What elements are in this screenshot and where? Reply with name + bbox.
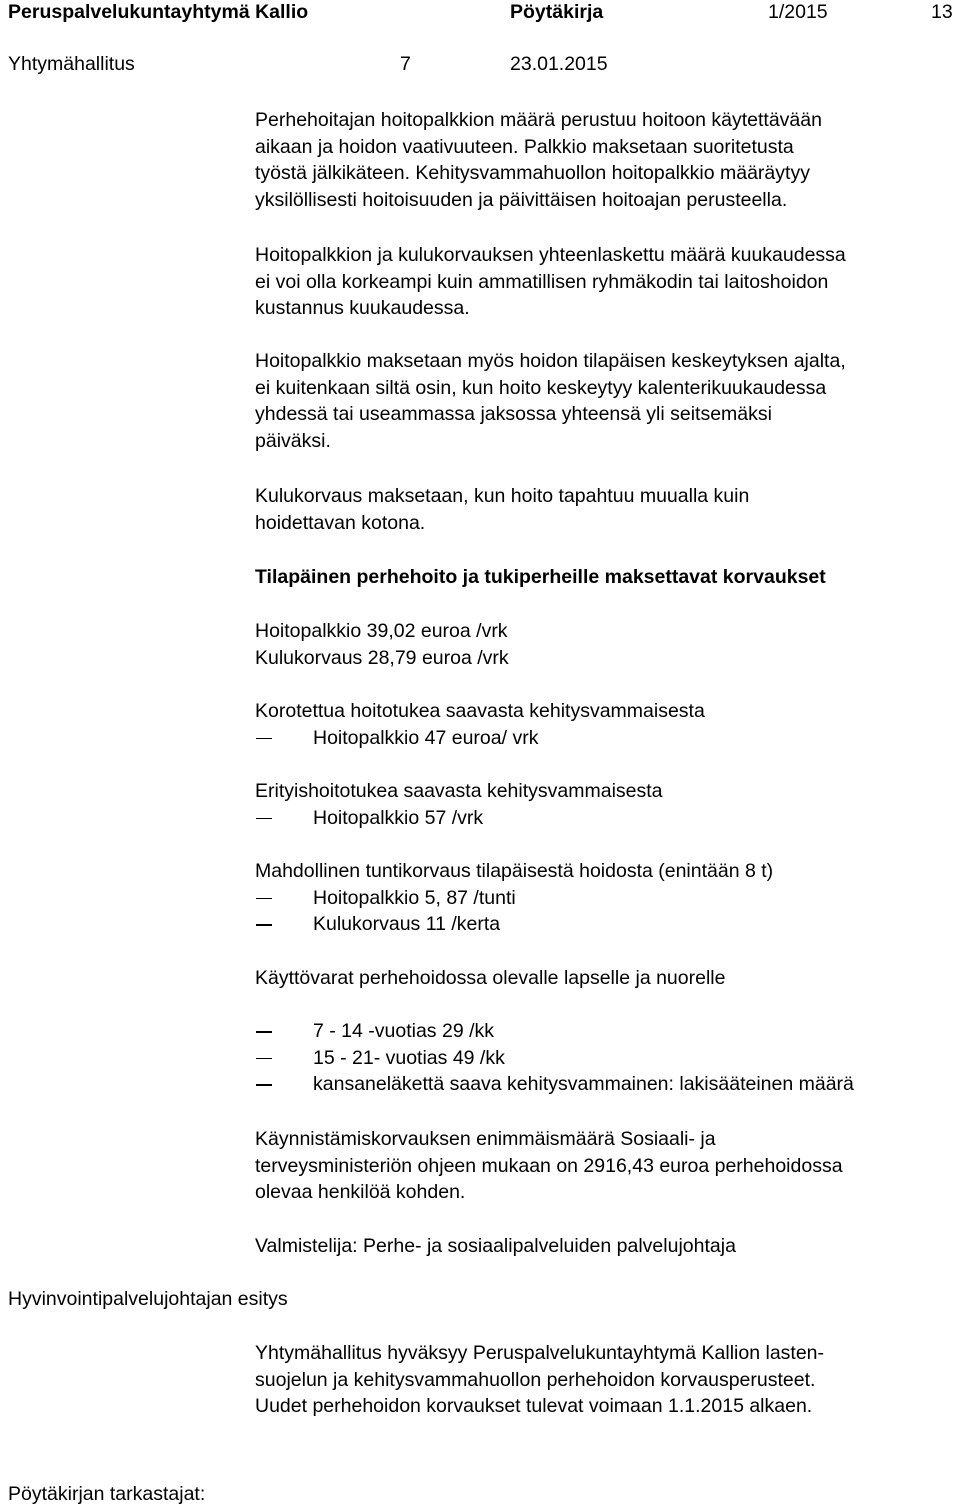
meeting-date: 23.01.2015 — [510, 53, 608, 75]
block-title: Mahdollinen tuntikorvaus tilapäisestä hoidosta (enintään 8 t) — [255, 860, 774, 882]
organization-name: Peruspalvelukuntayhtymä Kallio — [8, 1, 309, 23]
dash-bullet — [255, 1071, 313, 1098]
text-line: aikaan ja hoidon vaativuuteen. Palkkio maksetaan suoritetusta — [255, 135, 794, 158]
dash-bullet — [255, 1018, 313, 1045]
text-line: Hoitopalkkion ja kulukorvauksen yhteenlaskettu määrä kuukaudessa — [255, 244, 846, 266]
preparer-line: Valmistelija: Perhe- ja sosiaalipalveluiden palvelujohtaja — [255, 1235, 736, 1257]
special-allowance-block — [255, 778, 960, 831]
section-heading: Tilapäinen perhehoito ja tukiperheille maksettavat korvaukset — [255, 566, 826, 588]
page-number: 13 — [931, 1, 953, 23]
dash-bullet — [255, 725, 313, 752]
text-line: Käynnistämiskorvauksen enimmäismäärä Sosiaali- ja — [255, 1128, 716, 1150]
document-type: Pöytäkirja — [510, 1, 604, 23]
text-line: ei voi olla korkeampi kuin ammatillisen ryhmäkodin tai laitoshoidon — [255, 270, 829, 293]
proposal-paragraph — [255, 1340, 960, 1420]
list-item: Hoitopalkkio 57 /vrk — [255, 805, 960, 832]
proposal-label: Hyvinvointipalvelujohtajan esitys — [8, 1288, 288, 1310]
text-line: Yhtymähallitus hyväksyy Peruspalvelukuntayhtymä Kallion lasten- — [255, 1342, 825, 1364]
dash-bullet — [255, 805, 313, 832]
text-line: Kulukorvaus maksetaan, kun hoito tapahtuu muualla kuin — [255, 485, 750, 507]
block-title: Korotettua hoitotukea saavasta kehitysvammaisesta — [255, 700, 705, 722]
pocket-money-title: Käyttövarat perhehoidossa olevalle lapselle ja nuorelle — [255, 967, 726, 989]
interruption-paragraph — [255, 348, 960, 454]
dash-bullet — [255, 911, 313, 938]
text-line: Uudet perhehoidon korvaukset tulevat voimaan 1.1.2015 alkaen. — [255, 1395, 813, 1417]
rates-block — [255, 618, 960, 671]
text-line: hoidettavan kotona. — [255, 511, 426, 534]
text-line: terveysministeriön ohjeen mukaan on 2916,43 euroa perhehoidossa — [255, 1154, 843, 1177]
list-item: Kulukorvaus 11 /kerta — [255, 911, 960, 938]
block-title: Erityishoitotukea saavasta kehitysvammaisesta — [255, 780, 663, 802]
text-line: yksilöllisesti hoitoisuuden ja päivittäisen hoitoajan perusteella. — [255, 188, 788, 211]
startup-paragraph — [255, 1126, 960, 1206]
text-line: Perhehoitajan hoitopalkkion määrä perustuu hoitoon käytettävään — [255, 109, 822, 131]
dash-bullet — [255, 1045, 313, 1072]
list-item: 7 - 14 -vuotias 29 /kk — [255, 1018, 960, 1045]
text-line: Kulukorvaus 28,79 euroa /vrk — [255, 646, 509, 669]
text-line: Hoitopalkkio maksetaan myös hoidon tilapäisen keskeytyksen ajalta, — [255, 350, 846, 372]
text-line: kustannus kuukaudessa. — [255, 297, 470, 319]
pocket-money-list — [255, 1018, 960, 1098]
section-number: 7 — [400, 53, 411, 75]
raised-allowance-block — [255, 698, 960, 751]
text-line: päiväksi. — [255, 429, 331, 452]
text-line: ei kuitenkaan siltä osin, kun hoito keskeytyy kalenterikuukaudessa — [255, 376, 827, 399]
text-line: suojelun ja kehitysvammahuollon perhehoidon korvausperusteet. — [255, 1368, 816, 1391]
document-number: 1/2015 — [768, 1, 828, 23]
intro-paragraph — [255, 107, 960, 213]
governing-body: Yhtymähallitus — [8, 53, 135, 75]
limit-paragraph — [255, 242, 960, 322]
footer-label: Pöytäkirjan tarkastajat: — [8, 1483, 206, 1505]
text-line: Hoitopalkkio 39,02 euroa /vrk — [255, 620, 508, 642]
list-item: 15 - 21- vuotias 49 /kk — [255, 1045, 960, 1072]
list-item: Hoitopalkkio 5, 87 /tunti — [255, 885, 960, 912]
cost-paragraph — [255, 483, 960, 536]
text-line: yhdessä tai useammassa jaksossa yhteensä yli seitsemäksi — [255, 403, 772, 425]
list-item: Hoitopalkkio 47 euroa/ vrk — [255, 725, 960, 752]
text-line: työstä jälkikäteen. Kehitysvammahuollon hoitopalkkio määräytyy — [255, 162, 810, 184]
list-item: kansaneläkettä saava kehitysvammainen: lakisääteinen määrä — [255, 1071, 960, 1098]
hourly-compensation-block — [255, 858, 960, 938]
text-line: olevaa henkilöä kohden. — [255, 1181, 466, 1203]
dash-bullet — [255, 885, 313, 912]
